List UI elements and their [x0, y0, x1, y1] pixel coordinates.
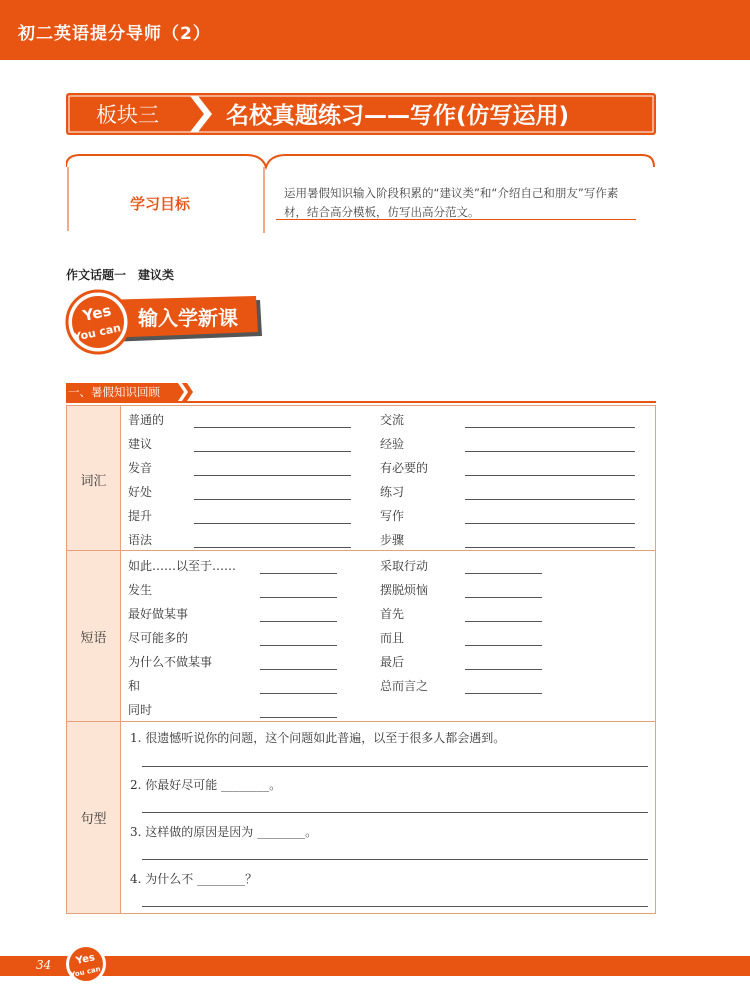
- vocab-item: 建议: [128, 437, 153, 451]
- answer-blank[interactable]: [260, 669, 337, 670]
- phrase-item: 采取行动: [380, 559, 429, 573]
- sentence-item: 4. 为什么不 ________？: [130, 872, 258, 886]
- footer-logo: [62, 942, 110, 986]
- svg-text:Yes: Yes: [75, 952, 96, 967]
- answer-blank[interactable]: [194, 499, 351, 500]
- row-divider: [67, 721, 655, 722]
- sentence-label-cell: [67, 722, 121, 913]
- phrase-item: 最好做某事: [128, 607, 189, 621]
- banner-title: 名校真题练习——写作(仿写运用): [226, 103, 570, 129]
- vocab-item: 经验: [380, 437, 405, 451]
- answer-blank[interactable]: [465, 621, 542, 622]
- header-bar: [0, 0, 750, 60]
- answer-blank[interactable]: [194, 451, 351, 452]
- vocab-item: 有必要的: [380, 461, 429, 475]
- answer-blank[interactable]: [465, 645, 542, 646]
- new-lesson-badge: [64, 288, 274, 356]
- vocab-item: 发音: [128, 461, 153, 475]
- answer-blank[interactable]: [465, 523, 635, 524]
- vocab-item: 练习: [380, 485, 405, 499]
- review-section-header: [66, 383, 196, 401]
- answer-line[interactable]: [142, 859, 648, 860]
- answer-blank[interactable]: [260, 621, 337, 622]
- page-number: 34: [36, 958, 52, 972]
- phrase-label-cell: [67, 551, 121, 721]
- answer-blank[interactable]: [194, 475, 351, 476]
- section-rule: [66, 401, 656, 403]
- answer-line[interactable]: [142, 906, 648, 907]
- row-divider: [67, 550, 655, 551]
- answer-blank[interactable]: [465, 427, 635, 428]
- phrase-item: 摆脱烦恼: [380, 583, 429, 597]
- answer-blank[interactable]: [465, 499, 635, 500]
- answer-blank[interactable]: [260, 597, 337, 598]
- answer-line[interactable]: [142, 812, 648, 813]
- banner-shape: [66, 93, 656, 135]
- footer-bar: [0, 956, 750, 976]
- sentence-item: 1. 很遗憾听说你的问题，这个问题如此普遍，以至于很多人都会遇到。: [130, 731, 506, 745]
- answer-blank[interactable]: [194, 523, 351, 524]
- header-title: 初二英语提分导师（2）: [18, 24, 211, 44]
- phrase-item: 如此……以至于……: [128, 559, 237, 573]
- answer-blank[interactable]: [465, 451, 635, 452]
- answer-blank[interactable]: [194, 547, 351, 548]
- answer-blank[interactable]: [465, 547, 635, 548]
- answer-line[interactable]: [142, 766, 648, 767]
- goal-underline: [276, 219, 636, 220]
- answer-blank[interactable]: [465, 475, 635, 476]
- answer-blank[interactable]: [260, 693, 337, 694]
- sentence-item: 3. 这样做的原因是因为 ________。: [130, 825, 318, 839]
- vocab-item: 步骤: [380, 533, 405, 547]
- phrase-item: 为什么不做某事: [128, 655, 213, 669]
- logo-you-can: You can: [72, 321, 123, 344]
- answer-blank[interactable]: [465, 573, 542, 574]
- vocab-item: 写作: [380, 509, 405, 523]
- phrase-item: 而且: [380, 631, 405, 645]
- vocab-item: 交流: [380, 413, 405, 427]
- sentence-item: 2. 你最好尽可能 ________。: [130, 778, 282, 792]
- phrase-item: 首先: [380, 607, 405, 621]
- phrase-label: 短语: [80, 631, 107, 646]
- answer-blank[interactable]: [465, 597, 542, 598]
- answer-blank[interactable]: [260, 645, 337, 646]
- answer-blank[interactable]: [260, 573, 337, 574]
- vocab-label: 词汇: [80, 474, 107, 489]
- answer-blank[interactable]: [194, 427, 351, 428]
- section-banner: [66, 93, 656, 135]
- badge-text: 输入学新课: [138, 306, 238, 330]
- learning-goal-label: 学习目标: [130, 195, 191, 213]
- essay-topic: 作文话题一 建议类: [66, 268, 175, 282]
- phrase-item: 和: [128, 679, 141, 693]
- svg-text:You can: You can: [69, 964, 102, 980]
- phrase-item: 尽可能多的: [128, 631, 189, 645]
- review-section-title: 一、暑假知识回顾: [68, 385, 160, 399]
- phrase-item: 最后: [380, 655, 405, 669]
- vocab-item: 提升: [128, 509, 153, 523]
- learning-goal-text: 运用暑假知识输入阶段积累的“建议类”和“介绍自己和朋友”写作素材，结合高分模板，仿写出高分范文。: [284, 186, 619, 219]
- sentence-label: 句型: [80, 812, 107, 827]
- phrase-item: 同时: [128, 703, 153, 717]
- logo-yes: Yes: [81, 301, 113, 325]
- answer-blank[interactable]: [260, 717, 337, 718]
- phrase-item: 总而言之: [380, 679, 429, 693]
- vocab-item: 普通的: [128, 413, 165, 427]
- answer-blank[interactable]: [465, 669, 542, 670]
- vocab-item: 语法: [128, 533, 153, 547]
- banner-label: 板块三: [96, 103, 159, 127]
- answer-blank[interactable]: [465, 693, 542, 694]
- vocab-item: 好处: [128, 485, 153, 499]
- vocab-label-cell: [67, 406, 121, 550]
- phrase-item: 发生: [128, 583, 153, 597]
